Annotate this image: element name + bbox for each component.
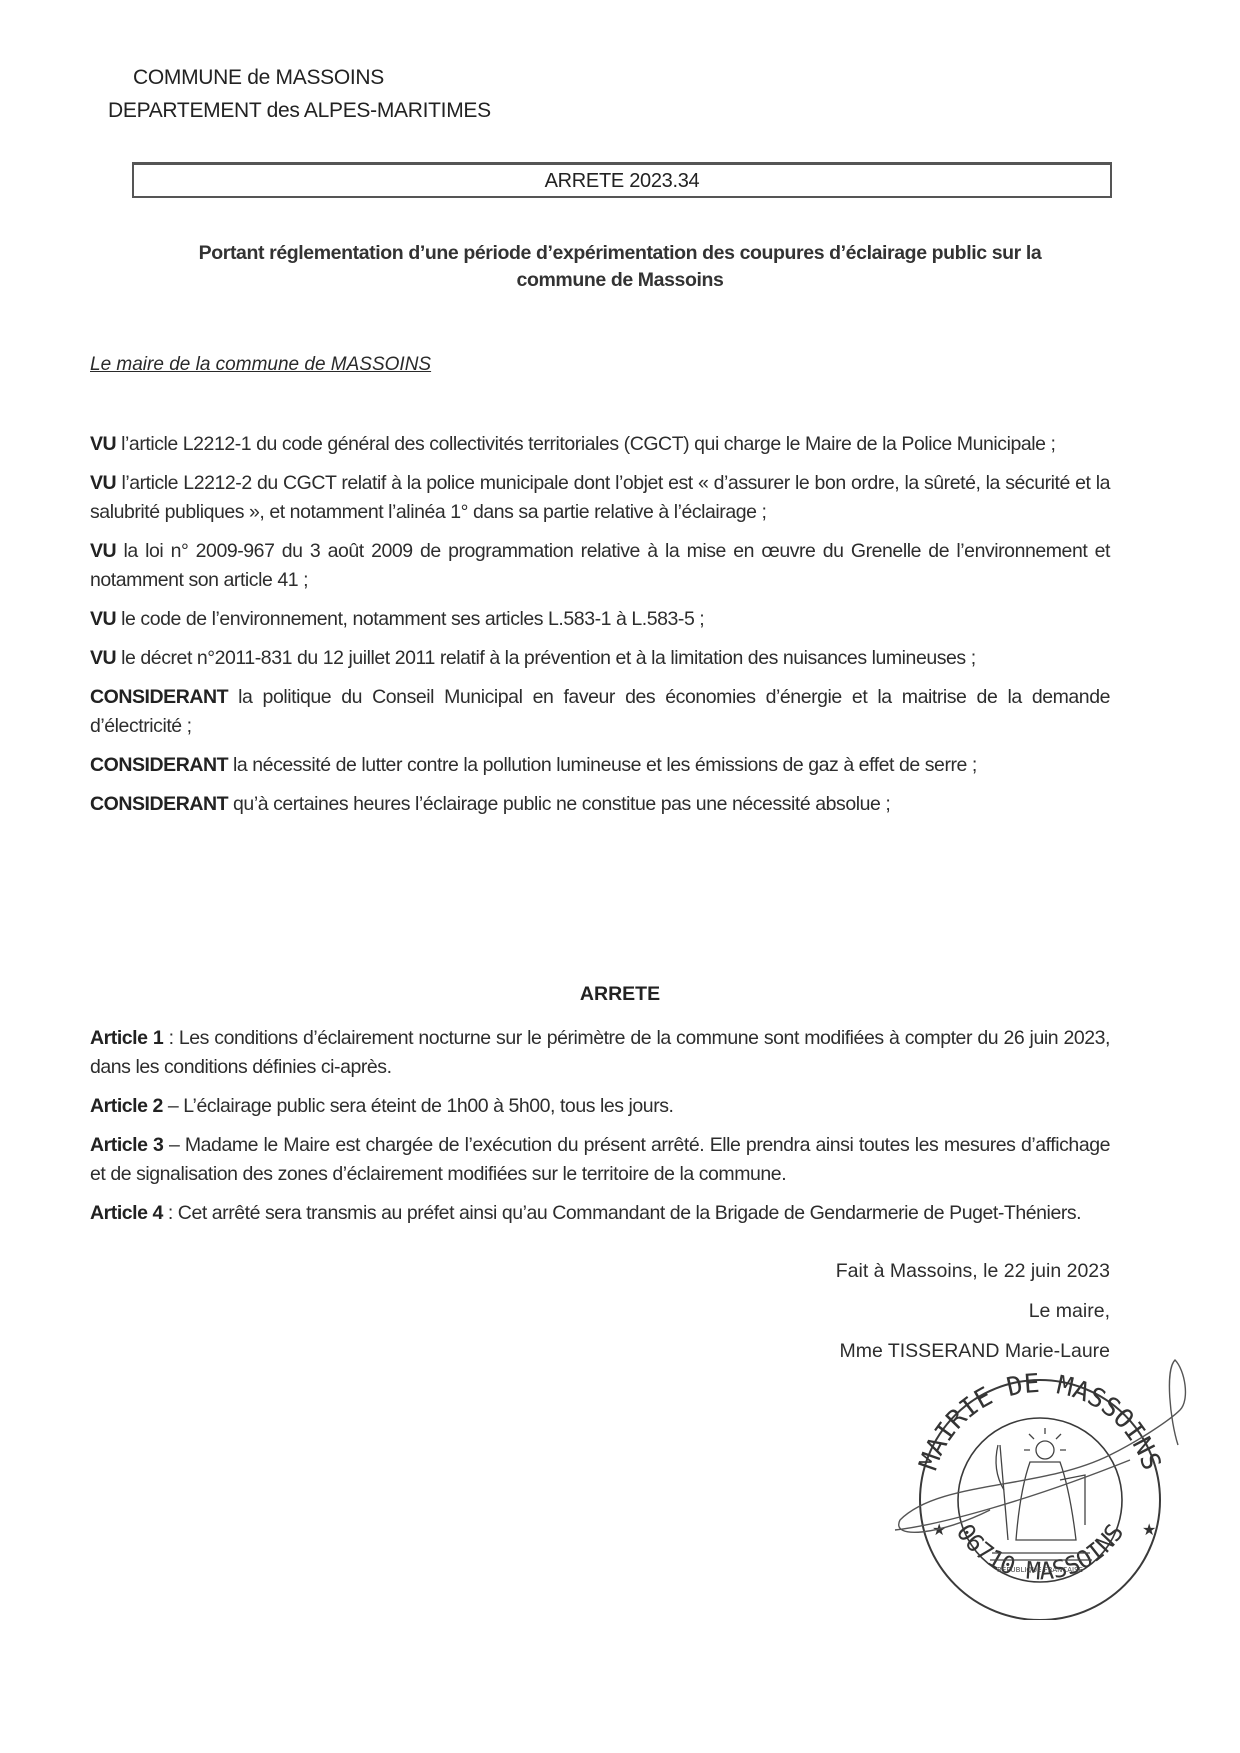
consideration-lead: VU (90, 433, 117, 455)
article-item (90, 1024, 1110, 1082)
signature-role: Le maire, (1028, 1300, 1110, 1322)
commune-header: COMMUNE de MASSOINS (133, 66, 385, 89)
title-line-1: Portant réglementation d’une période d’expérimentation des coupures d’éclairage public sur la (198, 242, 1042, 264)
stamp-top-text: MAIRIE DE MASSOINS (913, 1368, 1167, 1474)
article-text: – Madame le Maire est chargée de l’exécution du présent arrêté. Elle prendra ainsi toutes les mesures d’affichage et de signalisation des zones d’éclairement modifiées sur le territoire de la commune. (90, 1134, 1111, 1185)
articles-block (90, 1024, 1110, 1228)
consideration-text: le code de l’environnement, notamment ses articles L.583-1 à L.583-5 ; (116, 608, 705, 630)
consideration-lead: CONSIDERANT (90, 793, 229, 815)
consideration-lead: VU (90, 540, 117, 562)
consideration-item (90, 469, 1110, 527)
consideration-lead: VU (90, 472, 117, 494)
arrete-number-box (132, 162, 1112, 198)
stamp-star-icon: ★ (1142, 1522, 1157, 1539)
consideration-item (90, 537, 1110, 595)
article-item (90, 1199, 1110, 1228)
stamp-star-icon: ★ (932, 1522, 947, 1539)
consideration-text: la politique du Conseil Municipal en faveur des économies d’énergie et la maitrise de la demande d’électricité ; (90, 686, 1110, 737)
considerations-block (90, 430, 1110, 819)
article-lead: Article 3 (90, 1134, 164, 1156)
signature-place-date: Fait à Massoins, le 22 juin 2023 (835, 1260, 1110, 1282)
marianne-figure-icon (990, 1428, 1092, 1560)
mayor-line: Le maire de la commune de MASSOINS (90, 354, 432, 375)
consideration-text: la loi n° 2009-967 du 3 août 2009 de programmation relative à la mise en œuvre du Grenelle de l’environnement et notamment son article 41 ; (90, 540, 1110, 591)
arrete-number: ARRETE 2023.34 (544, 170, 700, 192)
consideration-lead: CONSIDERANT (90, 686, 229, 708)
arrete-heading: ARRETE (579, 983, 661, 1005)
consideration-text: la nécessité de lutter contre la pollution lumineuse et les émissions de gaz à effet de serre ; (228, 754, 977, 776)
article-lead: Article 4 (90, 1202, 163, 1224)
consideration-text: l’article L2212-1 du code général des collectivités territoriales (CGCT) qui charge le Maire de la Police Municipale ; (116, 433, 1056, 455)
article-lead: Article 2 (90, 1095, 163, 1117)
consideration-item (90, 790, 1110, 819)
signature-name: Mme TISSERAND Marie-Laure (839, 1340, 1110, 1362)
stamp-inner-text: RÉPUBLIQUE FRANÇAISE (997, 1566, 1083, 1574)
consideration-item (90, 683, 1110, 741)
consideration-lead: VU (90, 647, 117, 669)
consideration-item (90, 605, 1110, 634)
article-item (90, 1092, 1110, 1121)
consideration-lead: VU (90, 608, 117, 630)
article-text: – L’éclairage public sera éteint de 1h00 à 5h00, tous les jours. (162, 1095, 674, 1117)
consideration-lead: CONSIDERANT (90, 754, 229, 776)
article-item (90, 1131, 1110, 1189)
consideration-item (90, 751, 1110, 780)
document-title (120, 240, 1120, 294)
title-line-2: commune de Massoins (516, 269, 724, 291)
article-lead: Article 1 (90, 1027, 164, 1049)
consideration-text: qu’à certaines heures l’éclairage public ne constitue pas une nécessité absolue ; (228, 793, 891, 815)
article-text: : Les conditions d’éclairement nocturne sur le périmètre de la commune sont modifiées à compter du 26 juin 2023, dans les conditions définies ci-après. (90, 1027, 1110, 1078)
consideration-item (90, 644, 1110, 673)
stamp-bottom-text: 06710 MASSOINS (950, 1518, 1130, 1586)
departement-header: DEPARTEMENT des ALPES-MARITIMES (108, 99, 491, 122)
article-text: : Cet arrêté sera transmis au préfet ainsi qu’au Commandant de la Brigade de Gendarmerie de Puget-Théniers. (162, 1202, 1082, 1224)
consideration-text: l’article L2212-2 du CGCT relatif à la police municipale dont l’objet est « d’assurer le bon ordre, la sûreté, la sécurité et la salubrité publiques », et notamment l’alinéa 1° dans sa partie relative à l’éclairage ; (90, 472, 1110, 523)
official-stamp-icon (880, 1350, 1200, 1620)
consideration-item (90, 430, 1110, 459)
consideration-text: le décret n°2011-831 du 12 juillet 2011 relatif à la prévention et à la limitation des nuisances lumineuses ; (116, 647, 976, 669)
